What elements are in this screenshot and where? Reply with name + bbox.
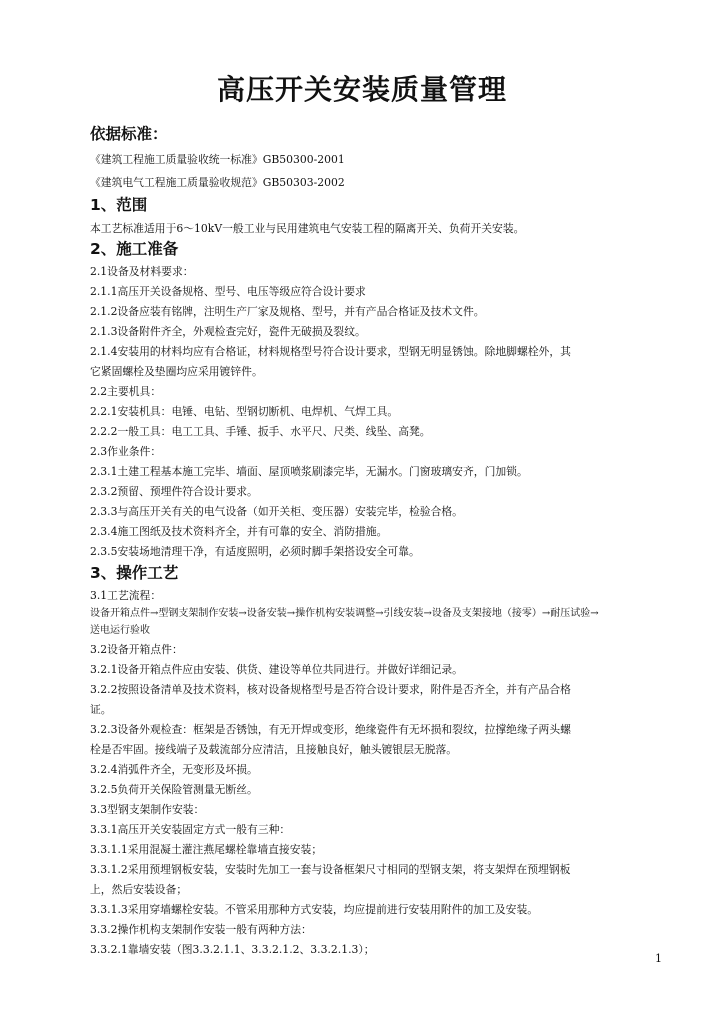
paragraph-line: 2.1.3设备附件齐全，外观检查完好，瓷件无破损及裂纹。 (90, 325, 366, 338)
paragraph-line: 2.1.2设备应装有铭牌，注明生产厂家及规格、型号，并有产品合格证及技术文件。 (90, 305, 485, 318)
paragraph-line: 上，然后安装设备； (90, 883, 188, 896)
paragraph-line: 2.1设备及材料要求： (90, 265, 194, 278)
paragraph-line: 3.2设备开箱点件： (90, 643, 183, 656)
page-number: 1 (655, 952, 662, 965)
basis-item: 《建筑电气工程施工质量验收规范》GB50303-2002 (90, 176, 345, 189)
paragraph-line: 3.2.2按照设备清单及技术资料，核对设备规格型号是否符合设计要求，附件是否齐全，并有产品合格 (90, 683, 571, 696)
basis-item: 《建筑工程施工质量验收统一标准》GB50300-2001 (90, 153, 345, 166)
paragraph-line: 2.2.1安装机具：电锤、电钻、型钢切断机、电焊机、气焊工具。 (90, 405, 399, 418)
paragraph-line: 送电运行验收 (90, 625, 150, 636)
paragraph-line: 3.3.2操作机构支架制作安装一般有两种方法： (90, 923, 312, 936)
paragraph-line: 3.2.1设备开箱点件应由安装、供货、建设等单位共同进行。并做好详细记录。 (90, 663, 463, 676)
paragraph-line: 2.3.4施工图纸及技术资料齐全，并有可靠的安全、消防措施。 (90, 525, 388, 538)
section-heading-scope: 1、范围 (90, 196, 148, 214)
paragraph-line: 3.3.1.2采用预埋钢板安装，安装时先加工一套与设备框架尺寸相同的型钢支架，将支架焊在预埋钢板 (90, 863, 571, 876)
paragraph-line: 3.3.2.1靠墙安装（图3.3.2.1.1、3.3.2.1.2、3.3.2.1.3）； (90, 943, 375, 956)
basis-heading: 依据标准： (90, 125, 168, 143)
paragraph-line: 2.1.1高压开关设备规格、型号、电压等级应符合设计要求 (90, 285, 366, 298)
paragraph-line: 3.3.1高压开关安装固定方式一般有三种： (90, 823, 291, 836)
paragraph-line: 证。 (90, 703, 112, 716)
paragraph-line: 它紧固螺栓及垫圈均应采用镀锌件。 (90, 365, 263, 378)
paragraph-line: 2.2.2一般工具：电工工具、手锤、扳手、水平尺、尺类、线坠、高凳。 (90, 425, 431, 438)
paragraph-line: 3.3.1.3采用穿墙螺栓安装。不管采用那种方式安装，均应提前进行安装用附件的加工及安装。 (90, 903, 539, 916)
paragraph-line: 设备开箱点件→型钢支架制作安装→设备安装→操作机构安装调整→引线安装→设备及支架接地（接零）→耐压试验→ (90, 608, 599, 619)
section-heading-process: 3、操作工艺 (90, 564, 179, 582)
paragraph-line: 3.1工艺流程： (90, 589, 162, 602)
paragraph-line: 3.2.4消弧件齐全，无变形及坏损。 (90, 763, 258, 776)
paragraph-line: 本工艺标准适用于6～10kV一般工业与民用建筑电气安装工程的隔离开关、负荷开关安装。 (90, 222, 525, 235)
paragraph-line: 2.3.2预留、预埋件符合设计要求。 (90, 485, 258, 498)
paragraph-line: 3.2.5负荷开关保险管测量无断丝。 (90, 783, 258, 796)
document-title: 高压开关安装质量管理 (216, 73, 507, 106)
paragraph-line: 3.2.3设备外观检查：框架是否锈蚀，有无开焊或变形，绝缘瓷件有无坏损和裂纹，拉撑绝缘子两头螺 (90, 723, 571, 736)
paragraph-line: 2.3.1土建工程基本施工完毕、墙面、屋顶喷浆刷漆完毕，无漏水。门窗玻璃安齐，门加锁。 (90, 465, 528, 478)
paragraph-line: 2.1.4安装用的材料均应有合格证，材料规格型号符合设计要求，型钢无明显锈蚀。除地脚螺栓外，其 (90, 345, 571, 358)
paragraph-line: 3.3.1.1采用混凝土灌注燕尾螺栓靠墙直接安装； (90, 843, 323, 856)
paragraph-line: 2.3.3与高压开关有关的电气设备（如开关柜、变压器）安装完毕，检验合格。 (90, 505, 463, 518)
paragraph-line: 3.3型钢支架制作安装： (90, 803, 205, 816)
paragraph-line: 栓是否牢固。接线端子及载流部分应清洁，且接触良好，触头镀银层无脱落。 (90, 743, 458, 756)
section-heading-preparation: 2、施工准备 (90, 240, 179, 258)
paragraph-line: 2.2主要机具： (90, 385, 162, 398)
paragraph-line: 2.3.5安装场地清理干净，有适度照明，必须时脚手架搭设安全可靠。 (90, 545, 420, 558)
paragraph-line: 2.3作业条件： (90, 445, 162, 458)
